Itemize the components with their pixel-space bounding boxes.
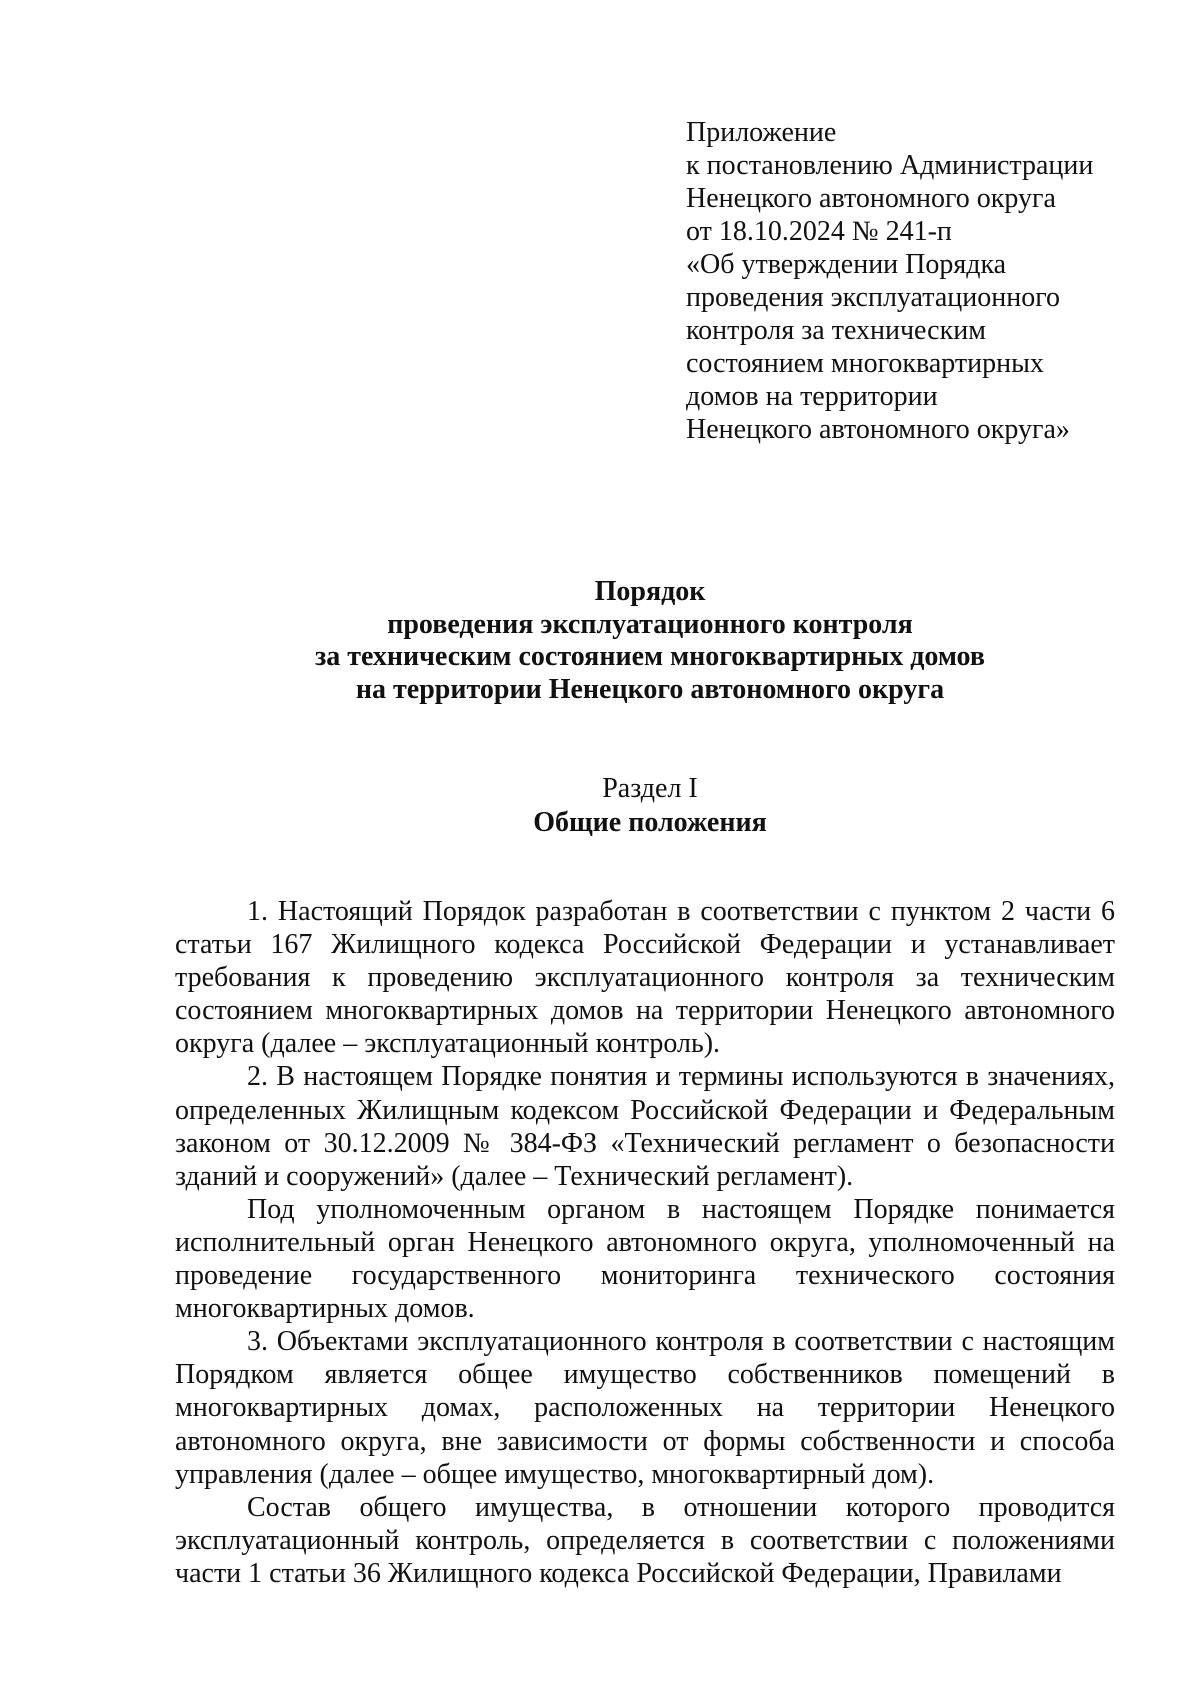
title-line: на территории Ненецкого автономного округа (355, 673, 945, 705)
appendix-line: домов на территории (686, 381, 938, 412)
appendix-line: Ненецкого автономного округа (686, 183, 1056, 214)
appendix-line: от 18.10.2024 № 241-п (686, 216, 952, 247)
appendix-line: к постановлению Администрации (686, 150, 1094, 181)
paragraph: 1. Настоящий Порядок разработан в соответствии с пунктом 2 части 6 статьи 167 Жилищного кодекса Российской Федерации и устанавливает требования к проведению эксплуатационного контроля за техническим состоянием многоквартирных домов на территории Ненецкого автономного округа (далее – эксплуатационный контроль). (175, 896, 1115, 1060)
document-title (175, 576, 1125, 706)
appendix-line: контроля за техническим (686, 315, 986, 346)
paragraph: Под уполномоченным органом в настоящем Порядке понимается исполнительный орган Ненецкого автономного округа, уполномоченный на проведение государственного мониторинга технического состояния многоквартирных домов. (175, 1193, 1115, 1325)
appendix-line: состоянием многоквартирных (686, 348, 1044, 379)
appendix-line: Ненецкого автономного округа» (686, 414, 1070, 445)
appendix-line: проведения эксплуатационного (686, 282, 1060, 313)
title-line: за техническим состоянием многоквартирных домов (315, 641, 985, 672)
appendix-line: Приложение (686, 117, 837, 148)
body-text (175, 895, 1115, 1590)
paragraph: Состав общего имущества, в отношении которого проводится эксплуатационный контроль, определяется в соответствии с положениями части 1 статьи 36 Жилищного кодекса Российской Федерации, Правилами (175, 1491, 1115, 1589)
appendix-line: «Об утверждении Порядка (686, 249, 1007, 280)
paragraph: 3. Объектами эксплуатационного контроля в соответствии с настоящим Порядком является общее имущество собственников помещений в многоквартирных домах, расположенных на территории Ненецкого автономного округа, вне зависимости от формы собственности и способа управления (далее – общее имущество, многоквартирный дом). (175, 1326, 1115, 1490)
title-line: Порядок (594, 576, 706, 607)
section-title: Общие положения (533, 807, 767, 838)
appendix-header (686, 116, 1156, 446)
section-label: Раздел I (602, 773, 698, 804)
paragraph: 2. В настоящем Порядке понятия и термины используются в значениях, определенных Жилищным кодексом Российской Федерации и Федеральным законом от 30.12.2009 № 384-ФЗ «Технический регламент о безопасности зданий и сооружений» (далее – Технический регламент). (175, 1061, 1115, 1192)
title-line: проведения эксплуатационного контроля (387, 608, 913, 640)
